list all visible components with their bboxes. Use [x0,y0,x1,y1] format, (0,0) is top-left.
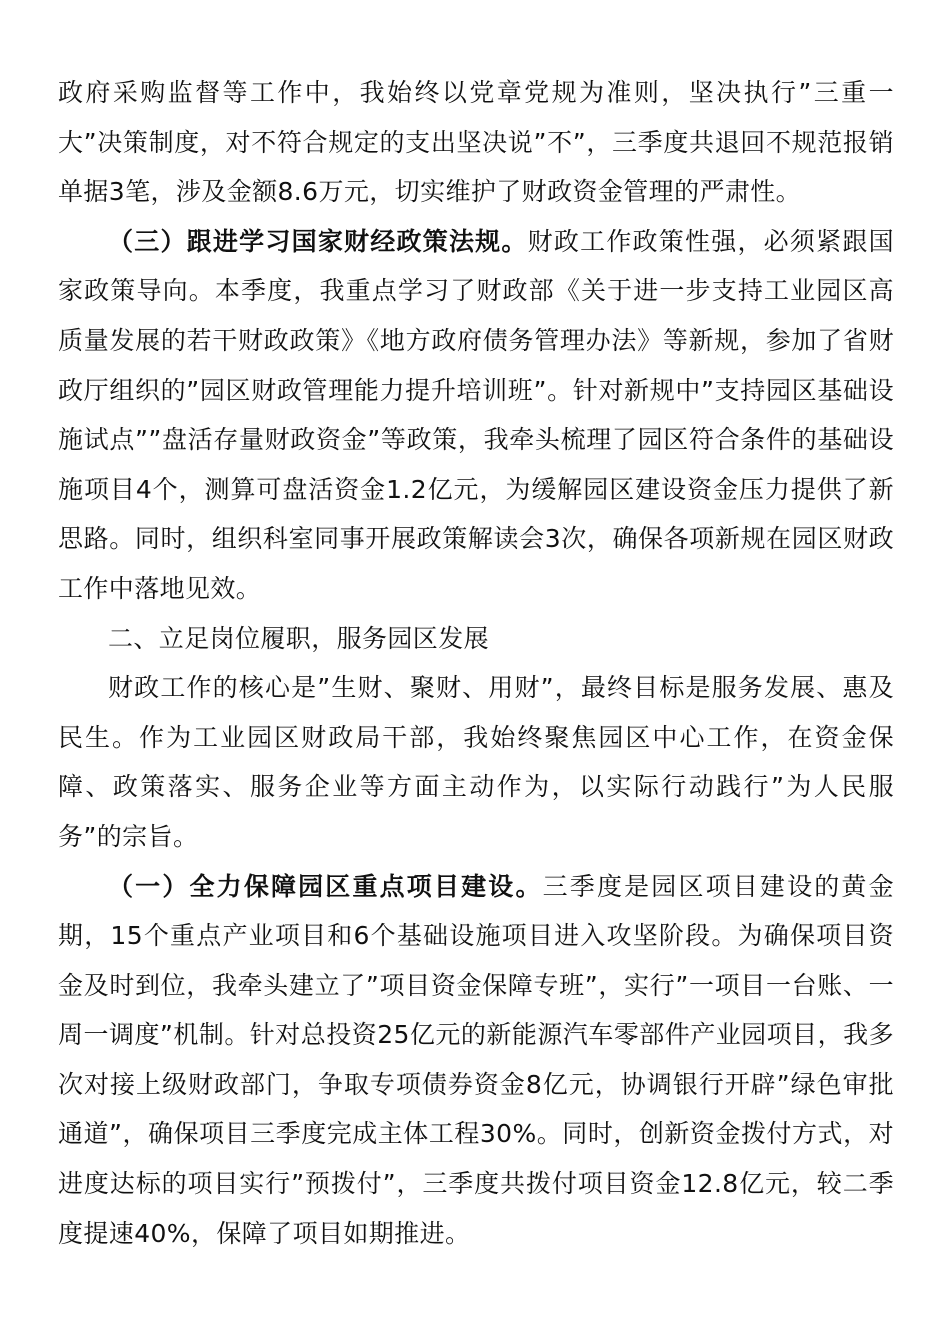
paragraph-finance-core: 财政工作的核心是”生财、聚财、用财”，最终目标是服务发展、惠及民生。作为工业园区财政局干部，我始终聚焦园区中心工作，在资金保障、政策落实、服务企业等方面主动作为，以实际行动践行”为人民服务”的宗旨。 [58,673,894,851]
paragraph-procurement-supervision: 政府采购监督等工作中，我始终以党章党规为准则，坚决执行”三重一大”决策制度，对不符合规定的支出坚决说”不”，三季度共退回不规范报销单据3笔，涉及金额8.6万元，切实维护了财政资金管理的严肃性。 [58,78,894,207]
paragraph-heading-key-projects: （一）全力保障园区重点项目建设。 [108,871,543,901]
paragraph-heading-policy-study: （三）跟进学习国家财经政策法规。 [108,226,528,256]
paragraph-body-policy-study: 财政工作政策性强，必须紧跟国家政策导向。本季度，我重点学习了财政部《关于进一步支持工业园区高质量发展的若干财政政策》《地方政府债务管理办法》等新规，参加了省财政厅组织的”园区财政管理能力提升培训班”。针对新规中”支持园区基础设施试点””盘活存量财政资金”等政策，我牵头梳理了园区符合条件的基础设施项目4个，测算可盘活资金1.2亿元，为缓解园区建设资金压力提供了新思路。同时，组织科室同事开展政策解读会3次，确保各项新规在园区财政工作中落地见效。 [58,226,894,603]
document-page [58,68,894,1258]
section-title-serve-park: 二、立足岗位履职，服务园区发展 [108,623,490,653]
paragraph-key-projects [58,862,894,1259]
paragraph-policy-study [58,217,894,614]
paragraph-body-key-projects: 三季度是园区项目建设的黄金期，15个重点产业项目和6个基础设施项目进入攻坚阶段。为确保项目资金及时到位，我牵头建立了”项目资金保障专班”，实行”一项目一台账、一周一调度”机制。针对总投资25亿元的新能源汽车零部件产业园项目，我多次对接上级财政部门，争取专项债券资金8亿元，协调银行开辟”绿色审批通道”，确保项目三季度完成主体工程30%。同时，创新资金拨付方式，对进度达标的项目实行”预拨付”，三季度共拨付项目资金12.8亿元，较二季度提速40%，保障了项目如期推进。 [58,871,894,1248]
